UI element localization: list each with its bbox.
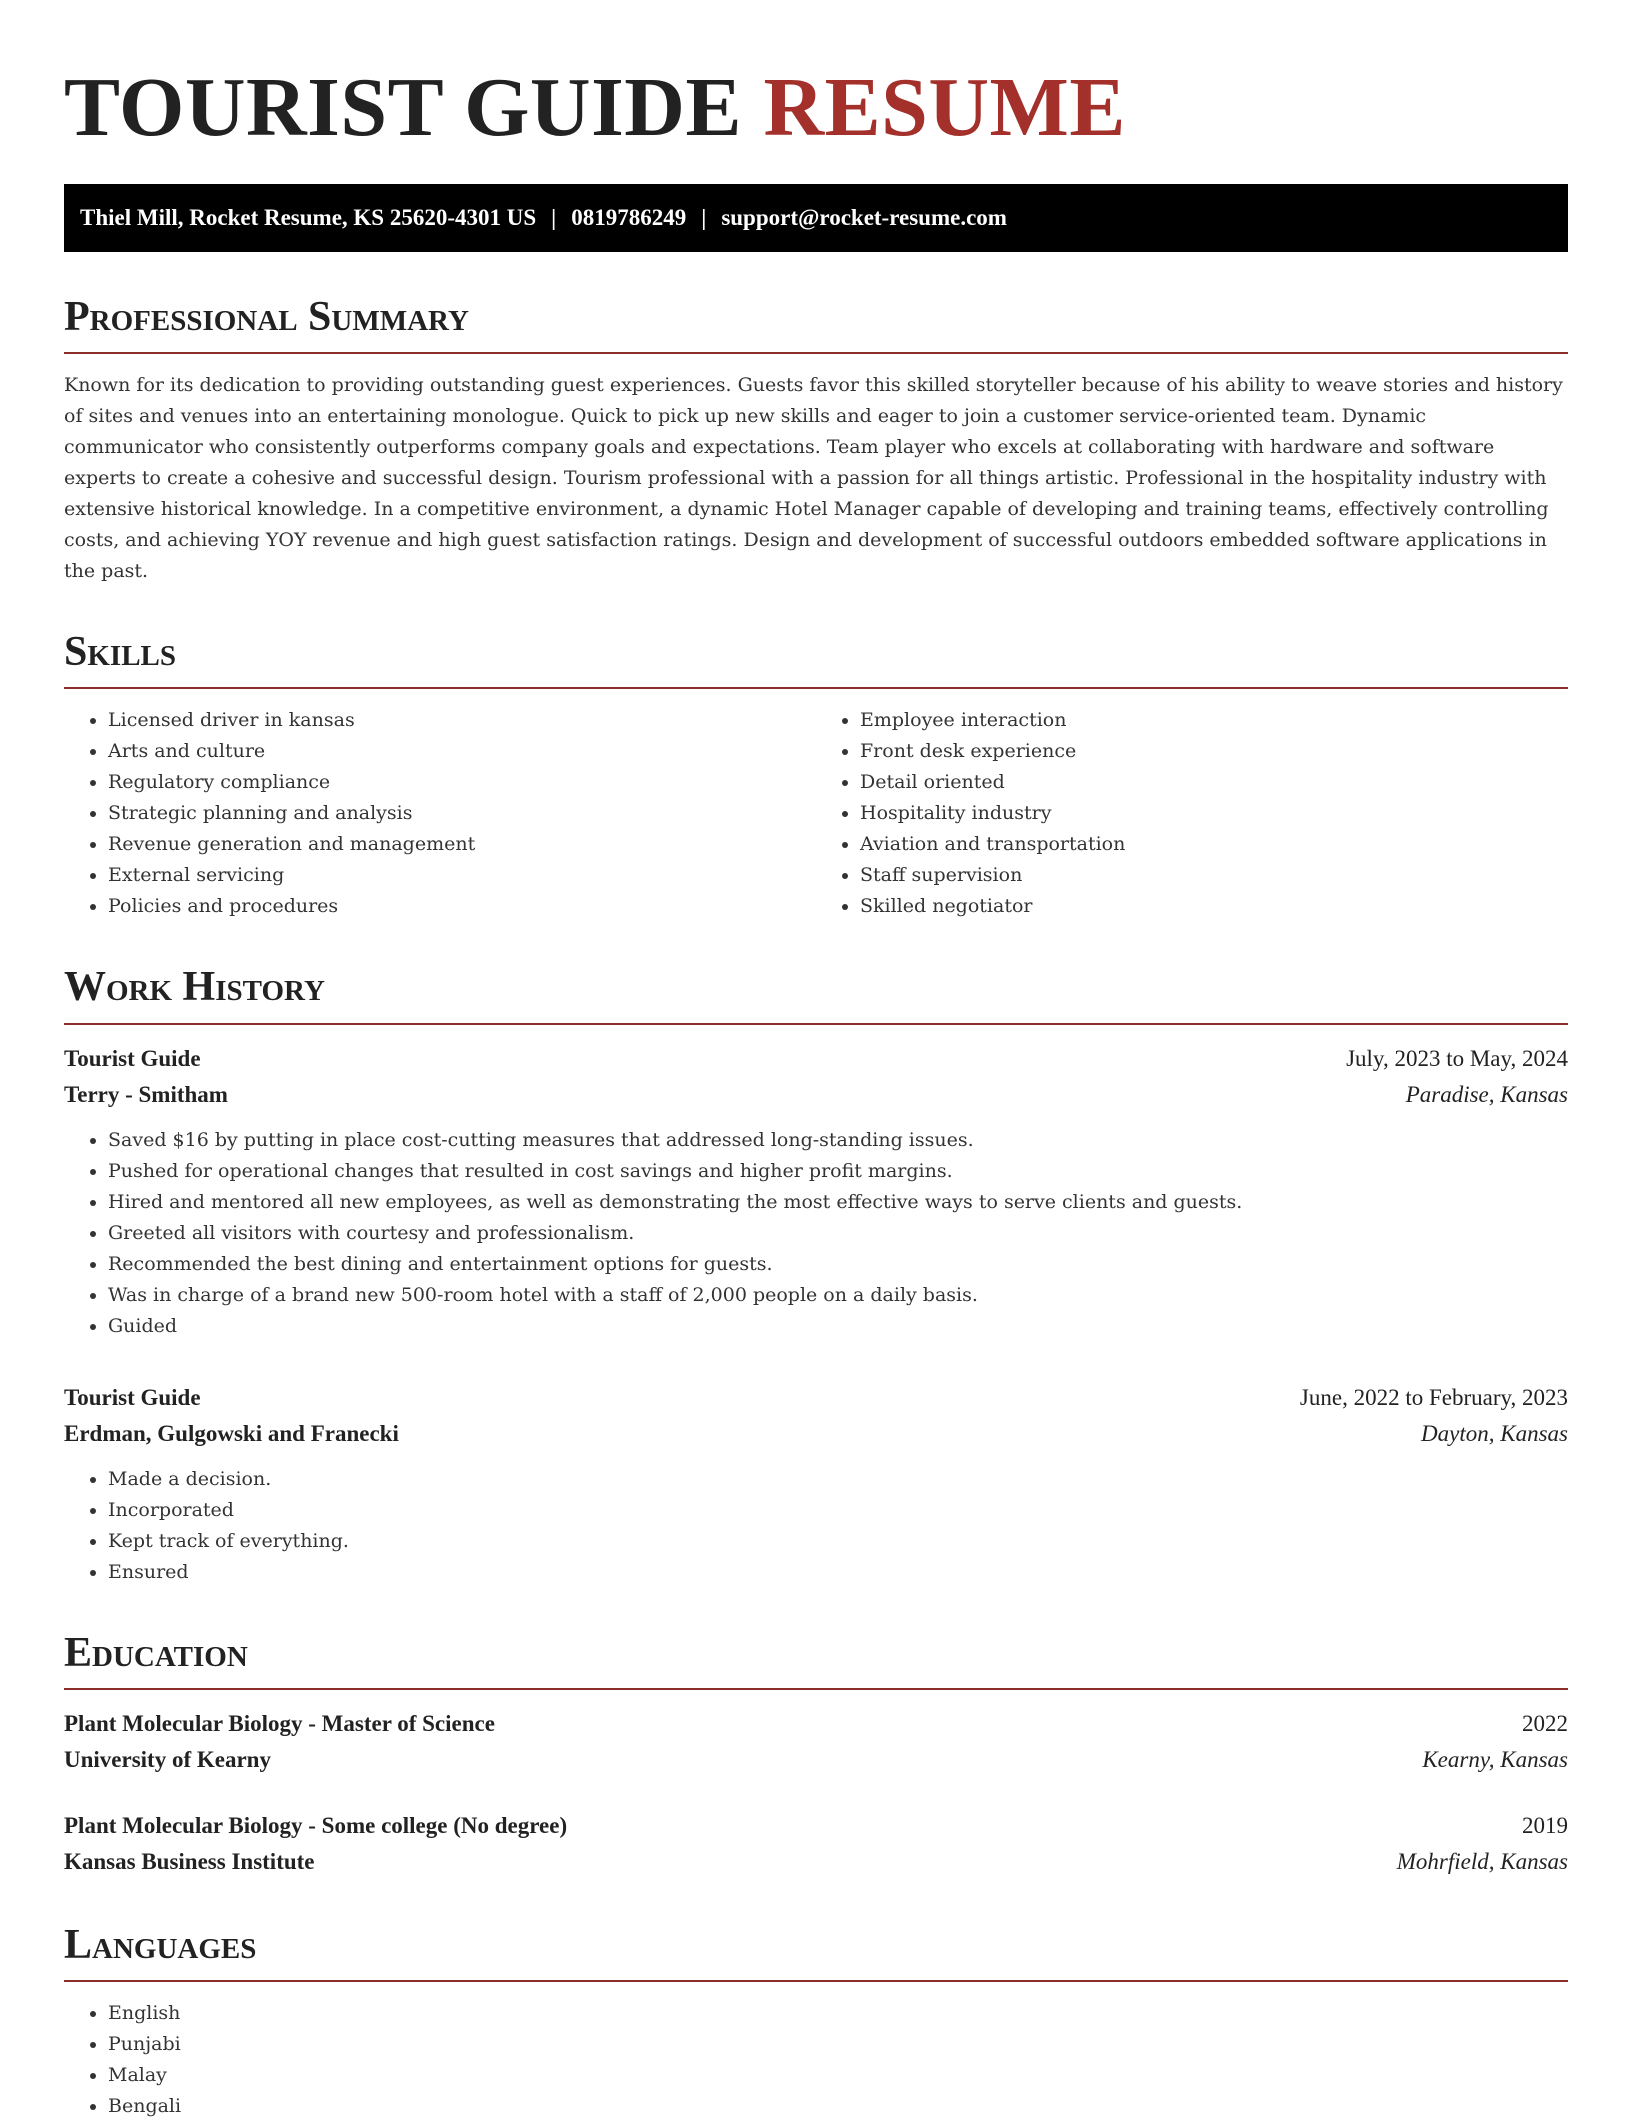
job-entry	[64, 1041, 1568, 1342]
job-bullets	[64, 1125, 1568, 1342]
contact-phone: 0819786249	[571, 205, 687, 230]
job-bullet: • Guided	[108, 1311, 1568, 1342]
job-bullet: • Ensured	[108, 1557, 1568, 1588]
contact-separator: |	[551, 205, 557, 230]
job-bullet: • Recommended the best dining and entertainment options for guests.	[108, 1249, 1568, 1280]
skill-item: • Arts and culture	[108, 736, 816, 767]
language-item: • Malay	[108, 2060, 1568, 2091]
job-bullet: • Saved $16 by putting in place cost-cutting measures that addressed long-standing issues.	[108, 1125, 1568, 1156]
education-entry	[64, 1808, 1568, 1880]
summary-section	[64, 294, 1568, 587]
education-school: University of Kearny	[64, 1746, 271, 1772]
job-bullet: • Made a decision.	[108, 1464, 1568, 1495]
job-title: Tourist Guide	[64, 1045, 201, 1071]
job-bullet: • Greeted all visitors with courtesy and professionalism.	[108, 1218, 1568, 1249]
job-bullet: • Incorporated	[108, 1495, 1568, 1526]
education-heading: Education	[64, 1630, 1568, 1690]
contact-separator: |	[701, 205, 707, 230]
skill-item: • Detail oriented	[860, 767, 1568, 798]
education-degree: Plant Molecular Biology - Master of Science	[64, 1710, 495, 1736]
job-location: Paradise, Kansas	[1405, 1081, 1568, 1107]
skill-item: • Policies and procedures	[108, 891, 816, 922]
language-item: • Punjabi	[108, 2029, 1568, 2060]
skills-list-right	[816, 705, 1568, 922]
skill-item: • Hospitality industry	[860, 798, 1568, 829]
resume-title	[64, 61, 1568, 154]
skill-item: • Front desk experience	[860, 736, 1568, 767]
language-item: • Bengali	[108, 2091, 1568, 2122]
education-location: Mohrfield, Kansas	[1396, 1848, 1568, 1874]
job-location: Dayton, Kansas	[1421, 1420, 1568, 1446]
job-bullet: • Hired and mentored all new employees, as well as demonstrating the most effective ways to serve clients and guests.	[108, 1187, 1568, 1218]
skills-heading: Skills	[64, 629, 1568, 689]
job-entry	[64, 1380, 1568, 1588]
skill-item: • Regulatory compliance	[108, 767, 816, 798]
education-entry	[64, 1706, 1568, 1778]
languages-section	[64, 1922, 1568, 2122]
skill-item: • External servicing	[108, 860, 816, 891]
job-bullet: • Was in charge of a brand new 500-room hotel with a staff of 2,000 people on a daily basis.	[108, 1280, 1568, 1311]
education-year: 2022	[1522, 1710, 1568, 1736]
education-section	[64, 1630, 1568, 1880]
summary-text: Known for its dedication to providing outstanding guest experiences. Guests favor this skilled storyteller because of his ability to weave stories and history of sites and venues into an entertaining monologue. Quick to pick up new skills and eager to join a customer service-oriented team. Dynamic communicator who consistently outperforms company goals and expectations. Team player who excels at collaborating with hardware and software experts to create a cohesive and successful design. Tourism professional with a passion for all things artistic. Professional in the hospitality industry with extensive historical knowledge. In a competitive environment, a dynamic Hotel Manager capable of developing and training teams, effectively controlling costs, and achieving YOY revenue and high guest satisfaction ratings. Design and development of successful outdoors embedded software applications in the past.	[64, 374, 1563, 583]
work-history-section	[64, 964, 1568, 1587]
skills-section	[64, 629, 1568, 922]
job-title: Tourist Guide	[64, 1384, 201, 1410]
education-year: 2019	[1522, 1812, 1568, 1838]
education-location: Kearny, Kansas	[1422, 1746, 1568, 1772]
job-bullets	[64, 1464, 1568, 1588]
work-history-heading: Work History	[64, 964, 1568, 1024]
education-school: Kansas Business Institute	[64, 1848, 315, 1874]
languages-list	[64, 1998, 1568, 2122]
skill-item: • Revenue generation and management	[108, 829, 816, 860]
skill-item: • Employee interaction	[860, 705, 1568, 736]
job-dates: June, 2022 to February, 2023	[1299, 1384, 1568, 1410]
job-bullet: • Kept track of everything.	[108, 1526, 1568, 1557]
contact-email: support@rocket-resume.com	[721, 205, 1007, 230]
job-bullet: • Pushed for operational changes that resulted in cost savings and higher profit margins.	[108, 1156, 1568, 1187]
job-company: Erdman, Gulgowski and Franecki	[64, 1420, 399, 1446]
language-item: • English	[108, 1998, 1568, 2029]
education-degree: Plant Molecular Biology - Some college (No degree)	[64, 1812, 568, 1838]
skill-item: • Skilled negotiator	[860, 891, 1568, 922]
job-dates: July, 2023 to May, 2024	[1346, 1045, 1568, 1071]
contact-address: Thiel Mill, Rocket Resume, KS 25620-4301 US	[80, 205, 537, 230]
title-main: TOURIST GUIDE	[64, 61, 742, 154]
skill-item: • Staff supervision	[860, 860, 1568, 891]
skills-list-left	[64, 705, 816, 922]
job-company: Terry - Smitham	[64, 1081, 228, 1107]
languages-heading: Languages	[64, 1922, 1568, 1982]
skill-item: • Aviation and transportation	[860, 829, 1568, 860]
contact-bar	[64, 184, 1568, 252]
skill-item: • Licensed driver in kansas	[108, 705, 816, 736]
summary-heading: Professional Summary	[64, 294, 1568, 354]
skill-item: • Strategic planning and analysis	[108, 798, 816, 829]
title-accent: RESUME	[763, 61, 1126, 154]
